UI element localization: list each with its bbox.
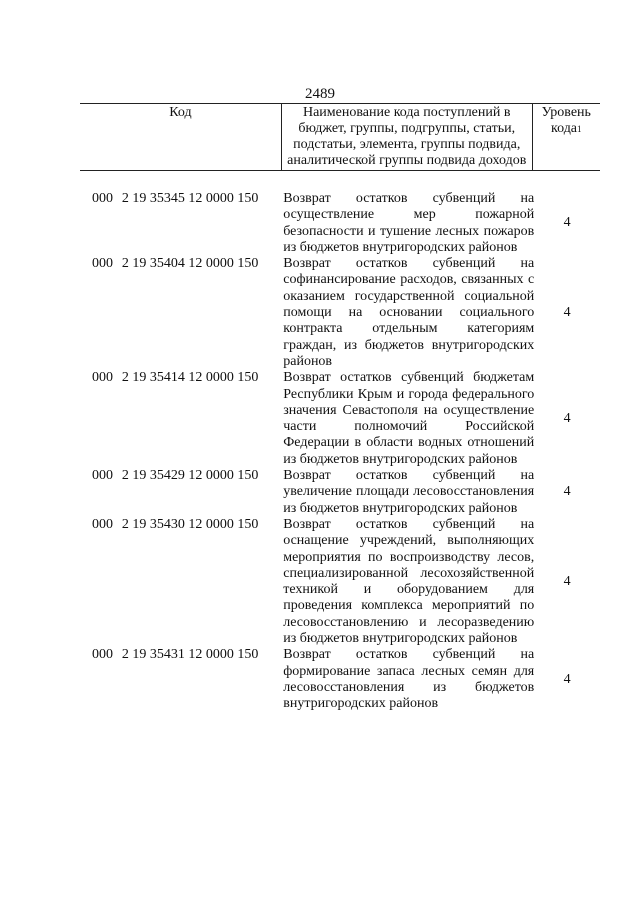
revenue-name: Возврат остатков субвенций на увеличение площади лесовосстановления из бюджетов внутригородских районов [283,468,535,516]
revenue-code: 2 19 35431 12 0000 150 [121,647,259,663]
table-header [80,103,600,171]
revenue-name: Возврат остатков субвенций бюджетам Республики Крым и города федерального значения Севастополя на осуществление части полномочий Российской Федерации в области водных отношений из бюджетов внутригородских районов [283,370,535,467]
revenue-name: Возврат остатков субвенций на осуществление мер пожарной безопасности и тушение лесных пожаров из бюджетов внутригородских районов [283,191,535,255]
revenue-code: 2 19 35414 12 0000 150 [121,370,259,386]
table-row [80,256,600,370]
table-row [80,647,600,712]
code-level: 4 [563,215,571,231]
page-number: 2489 [305,86,335,102]
code-level: 4 [563,305,571,321]
code-level: 4 [563,484,571,500]
revenue-code-list [80,191,600,713]
admin-code: 000 [92,516,113,532]
admin-code: 000 [92,191,113,206]
revenue-code: 2 19 35345 12 0000 150 [121,191,259,206]
table-row [80,191,600,256]
admin-code: 000 [92,370,113,386]
header-level-label: Уровень кода [541,105,591,136]
admin-code: 000 [92,468,113,484]
revenue-name: Возврат остатков субвенций на софинансирование расходов, связанных с оказанием государственной социальной помощи на основании социального контракта отдельным категориям граждан, из бюджетов внутригородских районов [283,256,535,369]
admin-code: 000 [92,647,113,663]
footnote-marker: 1 [577,124,582,134]
code-level: 4 [563,671,571,687]
revenue-name: Возврат остатков субвенций на оснащение учреждений, выполняющих мероприятия по воспроизводству лесов, специализированной лесохозяйственной техникой и оборудованием для проведения комплекса мероприятий по лесовосстановлению и лесоразведению из бюджетов внутригородских районов [283,516,535,647]
table-row [80,468,600,517]
header-name: Наименование кода поступлений в бюджет, группы, подгруппы, статьи, подстатьи, элемента, группы подвида, аналитической группы подвида доходов [281,104,532,171]
header-code: Код [80,104,281,171]
revenue-name: Возврат остатков субвенций на формирование запаса лесных семян для лесовосстановления из бюджетов внутригородских районов [283,647,535,712]
revenue-code: 2 19 35430 12 0000 150 [121,516,259,532]
table-row [80,517,600,647]
admin-code: 000 [92,256,113,272]
code-level: 4 [563,411,571,426]
revenue-code: 2 19 35404 12 0000 150 [121,256,259,272]
code-level: 4 [563,573,571,589]
revenue-code: 2 19 35429 12 0000 150 [121,468,259,484]
header-level [532,104,600,171]
table-row [80,370,600,468]
